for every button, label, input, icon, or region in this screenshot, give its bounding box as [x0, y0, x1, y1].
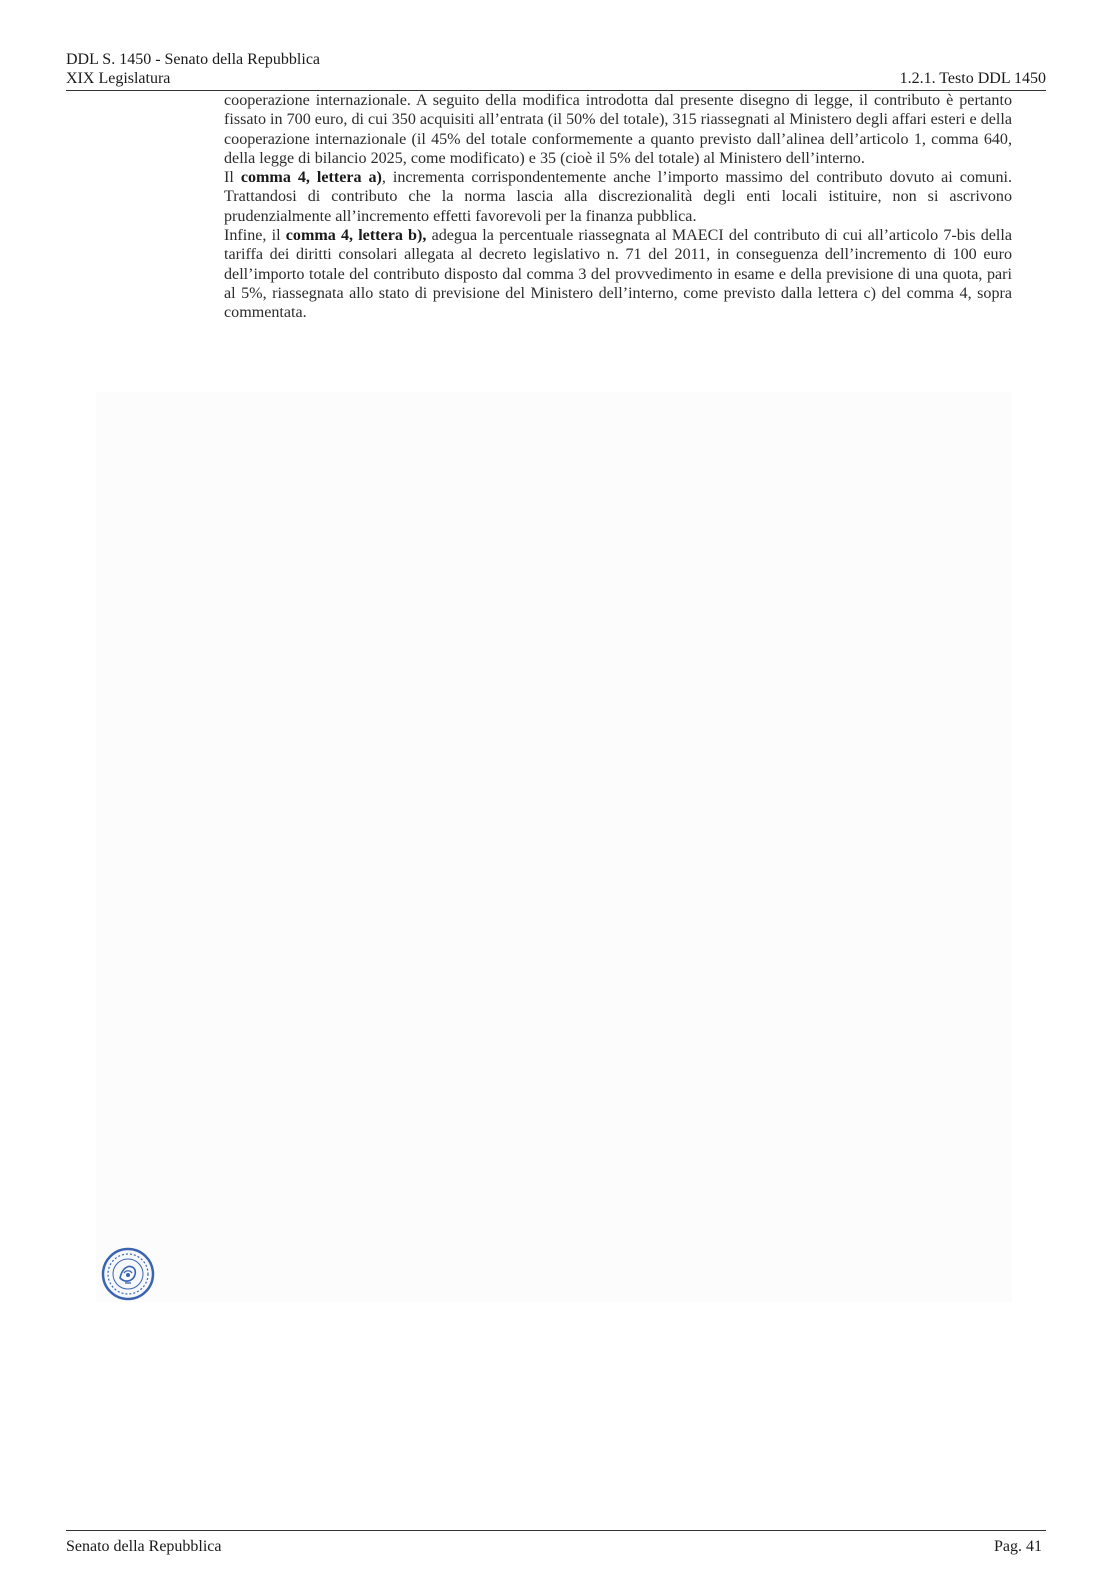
footer-divider [66, 1530, 1046, 1531]
footer-institution: Senato della Repubblica [66, 1538, 222, 1555]
paragraph-2-bold: comma 4, lettera a) [240, 169, 382, 187]
paragraph-3 [224, 226, 1012, 322]
page-number: Pag. 41 [994, 1538, 1042, 1555]
paragraph-3-prefix: Infine, il [224, 227, 286, 245]
page-area-background [96, 392, 1012, 1302]
page-footer [66, 1537, 1042, 1556]
paragraph-2-rest: , incrementa corrispondentemente anche l’importo massimo del contributo dovuto ai comuni. Trattandosi di contributo che la norma lascia alla discrezionalità degli enti locali istituire, non si ascrivono prudenzialmente all’incremento effetti favorevoli per la finanza pubblica. [224, 169, 1013, 225]
paragraph-1: cooperazione internazionale. A seguito della modifica introdotta dal presente disegno di legge, il contributo è pertanto fissato in 700 euro, di cui 350 acquisiti all’entrata (il 50% del totale), 315 riassegnati al Ministero degli affari esteri e della cooperazione internazionale (il 45% del totale conformemente a quanto previsto dall’alinea dell’articolo 1, comma 640, della legge di bilancio 2025, come modificato) e 35 (cioè il 5% del totale) al Ministero dell’interno. [224, 92, 1012, 167]
section-label: 1.2.1. Testo DDL 1450 [899, 70, 1046, 87]
page-header [66, 50, 1046, 88]
document-title: DDL S. 1450 - Senato della Repubblica [66, 51, 321, 68]
legislature-label: XIX Legislatura [66, 70, 171, 87]
paragraph-3-bold: comma 4, lettera b), [285, 227, 427, 245]
paragraph-2 [224, 168, 1012, 226]
paragraph-3-rest: adegua la percentuale riassegnata al MAECI del contributo di cui all’articolo 7-bis della tariffa dei diritti consolari allegata al decreto legislativo n. 71 del 2011, in conseguenza dell’incremento di 100 euro dell’importo totale del contributo disposto dal comma 3 del provvedimento in esame e della previsione di una quota, pari al 5%, riassegnata allo stato di previsione del Ministero dell’interno, come previsto dalla lettera c) del comma 4, sopra commentata. [224, 227, 1012, 322]
senate-seal-icon [101, 1247, 155, 1301]
document-body [224, 91, 1012, 323]
header-row [66, 69, 1046, 88]
paragraph-2-prefix: Il [224, 169, 241, 187]
